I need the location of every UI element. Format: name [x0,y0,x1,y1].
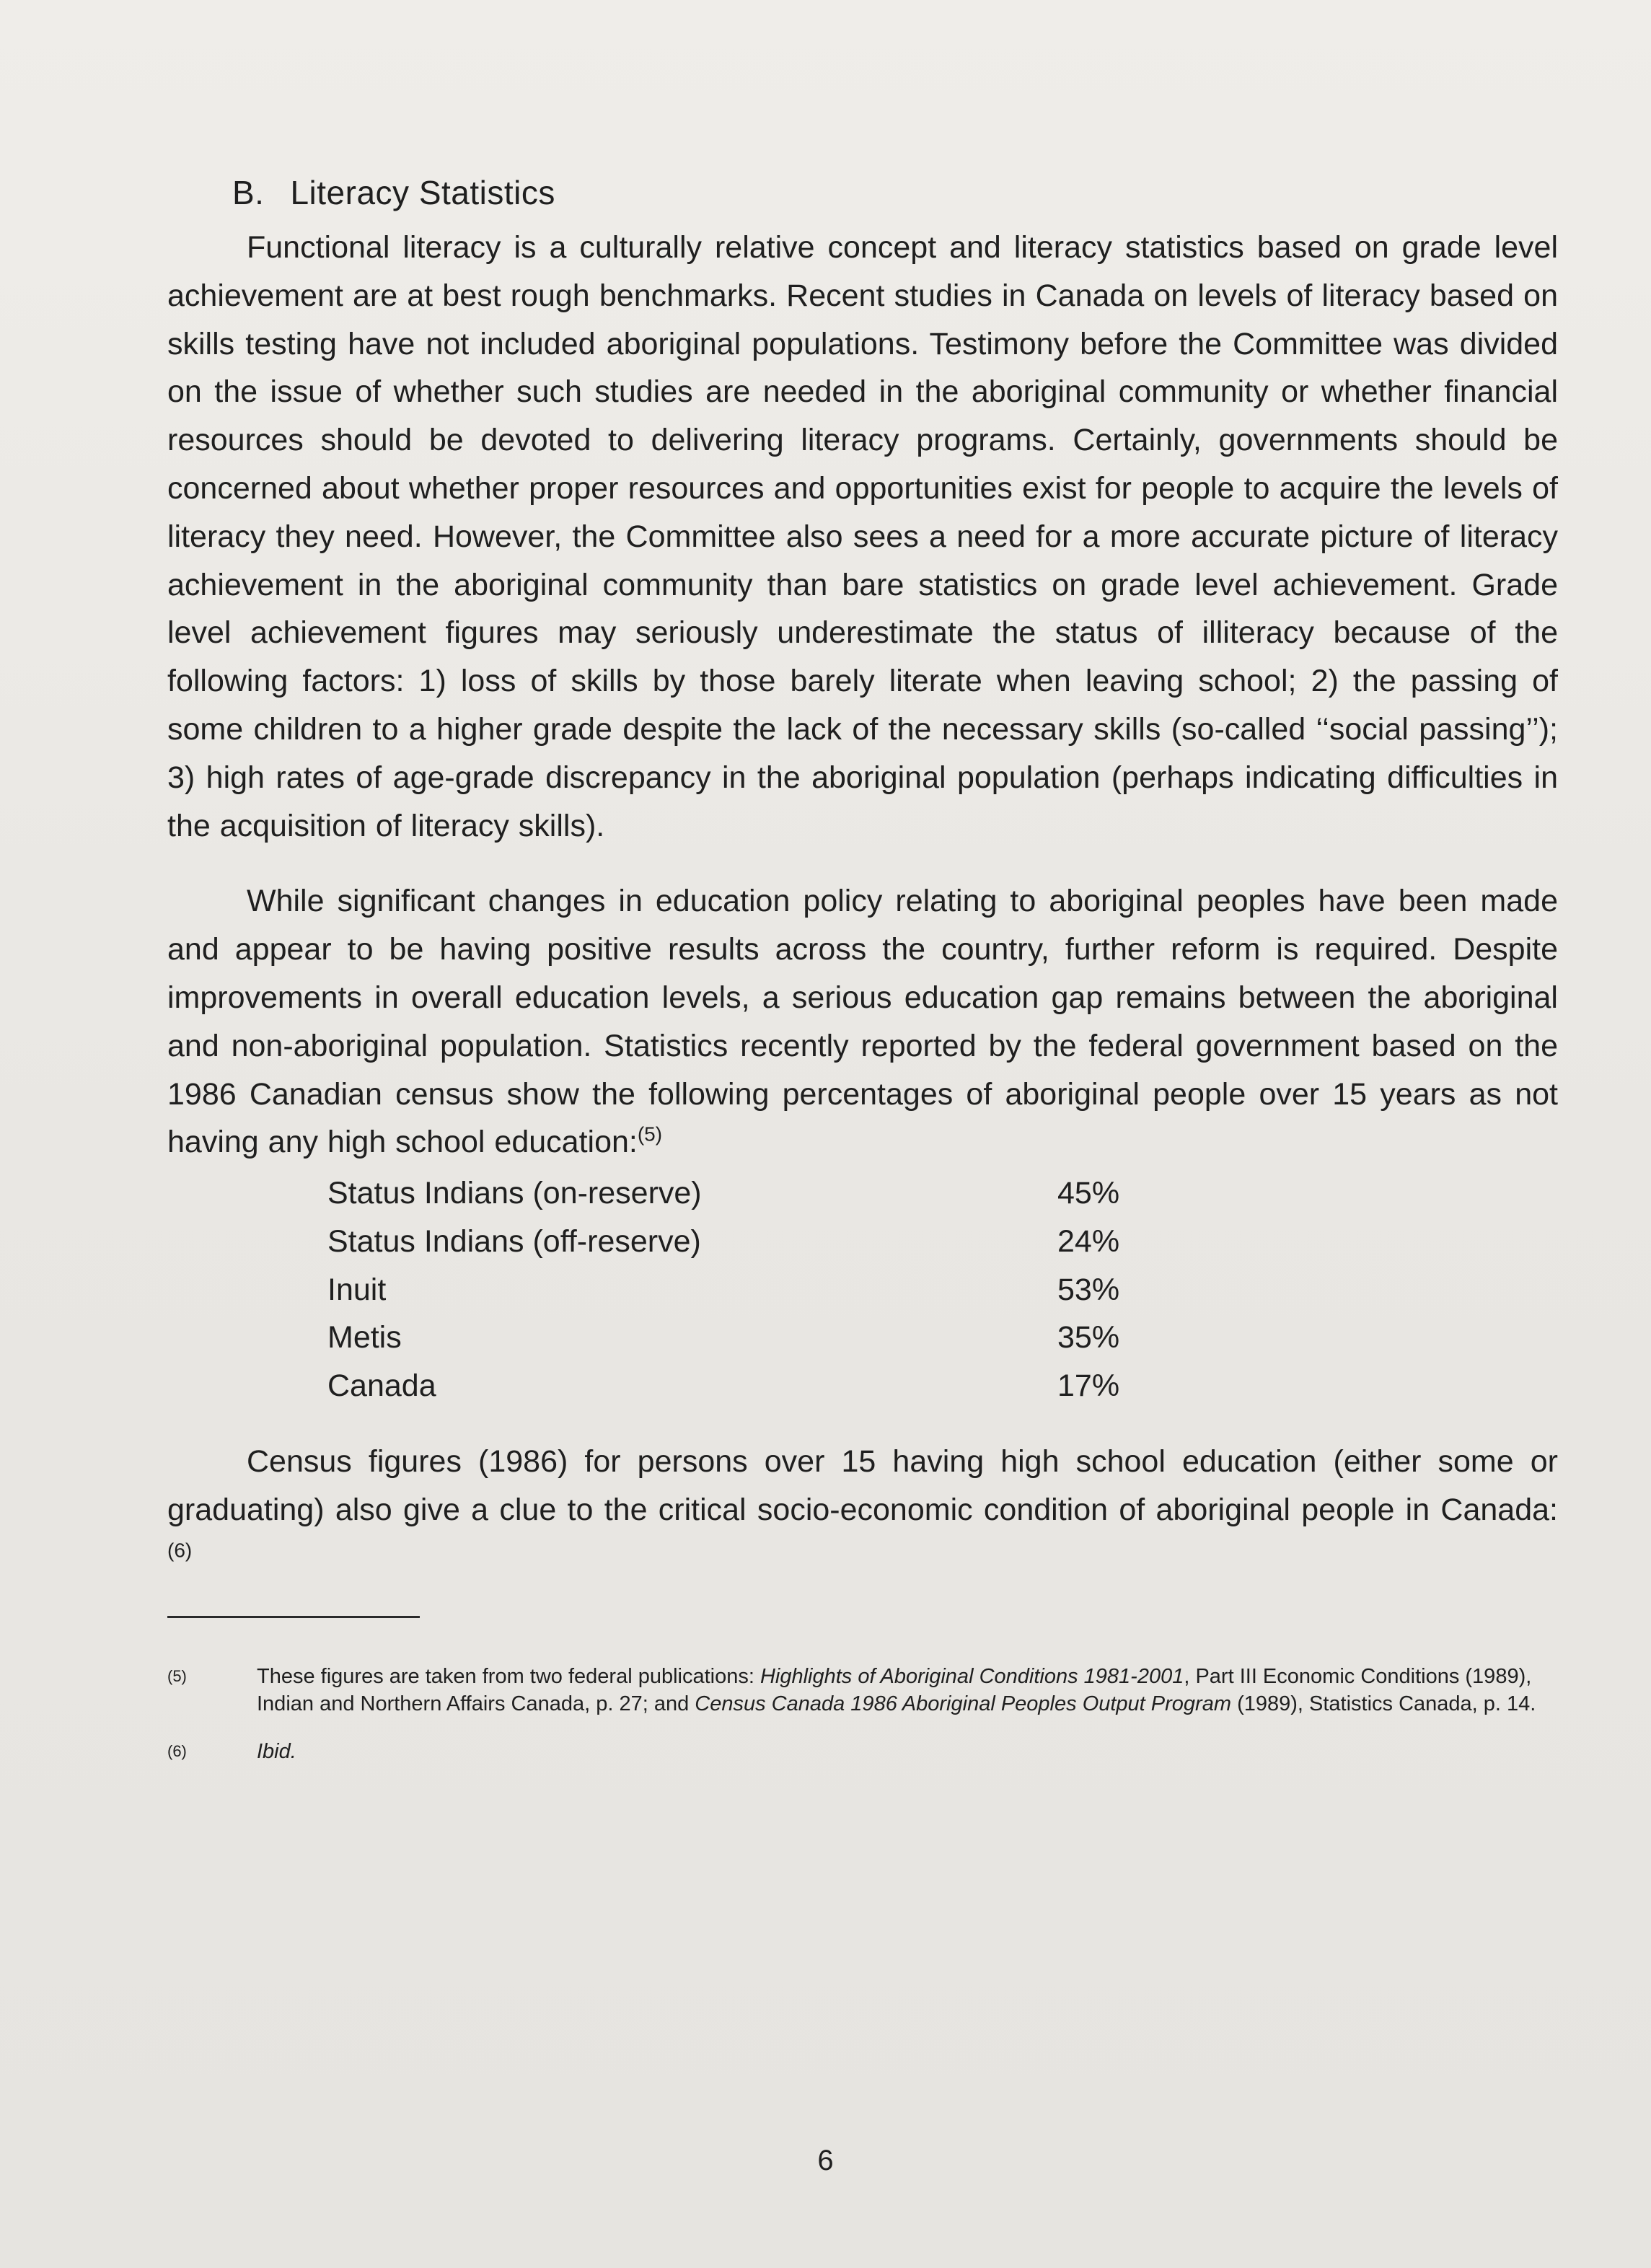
stat-percent: 24% [1057,1223,1120,1259]
footnote-title-2: Census Canada 1986 Aboriginal Peoples Output Program [695,1692,1232,1715]
stat-group: Canada [327,1368,436,1404]
table-row [327,1314,1202,1363]
stat-percent: 53% [1057,1272,1120,1307]
paragraph-3 [167,1438,1558,1582]
stat-percent: 45% [1057,1176,1120,1211]
footnote-mark: (5) [167,1666,187,1685]
stat-group: Status Indians (on-reserve) [327,1176,702,1211]
table-row [327,1218,1202,1266]
table-row [327,1169,1202,1218]
page-number: 6 [817,2145,834,2176]
education-stats-table [327,1169,1202,1410]
paragraph-2 [167,877,1558,1166]
footnote-ibid: Ibid. [257,1739,296,1763]
stat-percent: 17% [1057,1368,1120,1404]
page-content [167,172,1558,1785]
paragraph-gap [167,1410,1558,1438]
stat-percent: 35% [1057,1320,1120,1355]
table-row [327,1362,1202,1410]
section-title: Literacy Statistics [290,174,555,211]
footnote-ref-6: (6) [167,1539,193,1562]
footnote-title-1: Highlights of Aboriginal Conditions 1981-2001 [760,1664,1184,1688]
paragraph-1: Functional literacy is a culturally relative concept and literacy statistics based on grade level achievement are at best rough benchmarks. Recent studies in Canada on levels of literacy based on skills testing have not included aboriginal populations. Testimony before the Committee was divided on the issue of whether such studies are needed in the aboriginal community or whether financial resources should be devoted to delivering literacy programs. Certainly, governments should be concerned about whether proper resources and opportunities exist for people to acquire the levels of literacy they need. However, the Committee also sees a need for a more accurate picture of literacy achievement in the aboriginal community than bare statistics on grade level achievement. Grade level achievement figures may seriously underestimate the status of illiteracy because of the following factors: 1) loss of skills by those barely literate when leaving school; 2) the passing of some children to a higher grade despite the lack of the necessary skills (so-called ‘‘social passing’’); 3) high rates of age-grade discrepancy in the aboriginal population (perhaps indicating difficulties in the acquisition of literacy skills). [167,230,1558,843]
footnote-divider [167,1616,420,1618]
section-heading [232,172,1558,214]
stat-group: Inuit [327,1272,387,1307]
paragraph-2-text: While significant changes in education policy relating to aboriginal peoples have been made and appear to be having positive results across the country, further reform is required. Despite improvements in overall education levels, a serious education gap remains between the aboriginal and non-aboriginal population. Statistics recently reported by the federal government based on the 1986 Canadian census show the following percentages of aboriginal people over 15 years as not having any high school education: [167,884,1558,1160]
footnote-text [257,1663,1558,1718]
footnote-lead: These figures are taken from two federal publications: [257,1664,760,1688]
footnote-mark: (6) [167,1741,187,1760]
paragraph-3-text: Census figures (1986) for persons over 15 having high school education (either some or graduating) also give a clue to the critical socio-economic condition of aboriginal people in Canada: [167,1444,1558,1527]
footnote-ref-5: (5) [637,1123,663,1146]
stat-group: Status Indians (off-reserve) [327,1223,701,1259]
section-letter: B. [232,174,265,211]
footnote-5 [167,1663,1558,1718]
footnote-mid: , Part III Economic Conditions (1989), Indian and Northern Affairs Canada, p. 27; and [257,1664,1532,1715]
footnote-6 [167,1738,1558,1765]
paragraph-gap [167,850,1558,877]
footnote-tail: (1989), Statistics Canada, p. 14. [1231,1692,1536,1715]
stat-group: Metis [327,1320,402,1355]
footnote-text [257,1738,1558,1765]
table-row [327,1266,1202,1314]
